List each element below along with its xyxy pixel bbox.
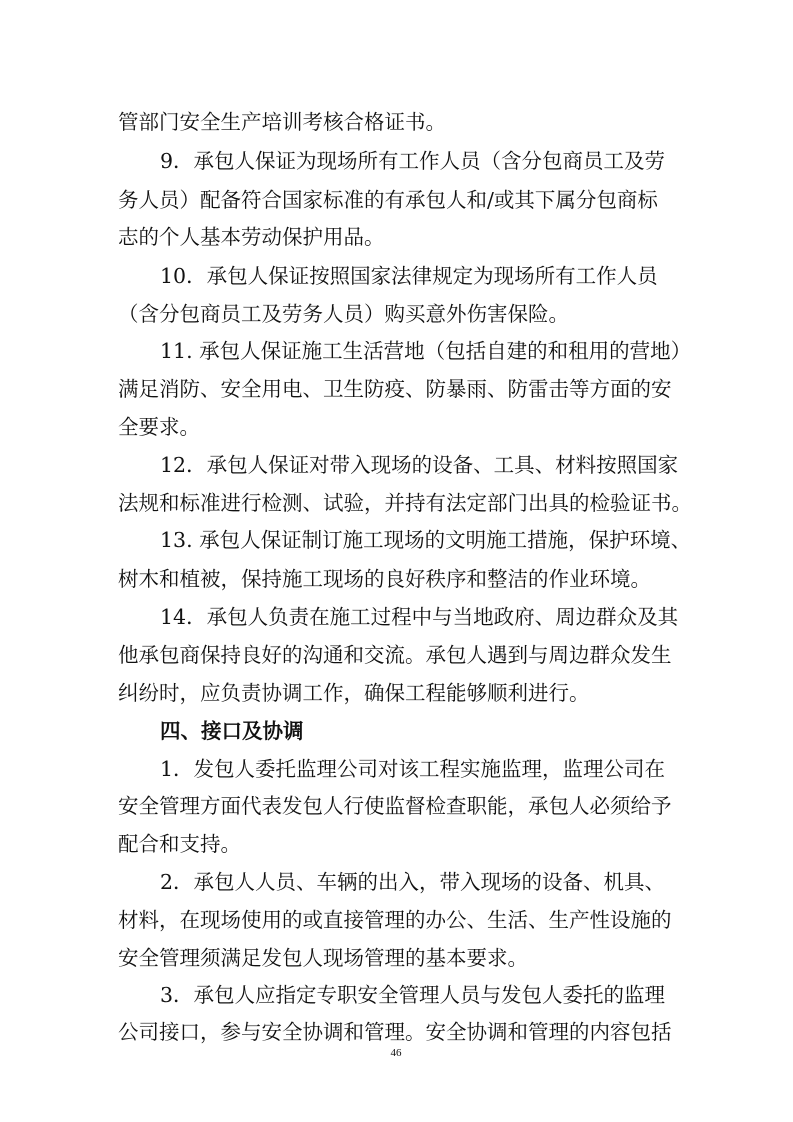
text-line: 全要求。 [118,415,200,439]
text-line: 纠纷时，应负责协调工作，确保工程能够顺利进行。 [118,681,590,705]
text-line: 树木和植被，保持施工现场的良好秩序和整洁的作业环境。 [118,567,651,591]
text-line: 他承包商保持良好的沟通和交流。承包人遇到与周边群众发生 [118,643,672,667]
page-number: 46 [390,1047,402,1059]
section-heading: 四、接口及协调 [160,719,304,743]
text-line: 2．承包人人员、车辆的出入，带入现场的设备、机具、 [160,870,666,894]
text-line: 11. 承包人保证施工生活营地（包括自建的和租用的营地） [160,339,692,363]
text-line: 务人员）配备符合国家标准的有承包人和/或其下属分包商标 [118,188,658,212]
text-line: 志的个人基本劳动保护用品。 [118,225,385,249]
text-line: 安全管理须满足发包人现场管理的基本要求。 [118,946,528,970]
text-line: 管部门安全生产培训考核合格证书。 [118,110,446,134]
text-line: 1．发包人委托监理公司对该工程实施监理，监理公司在 [160,757,666,781]
text-line: 安全管理方面代表发包人行使监督检查职能，承包人必须给予 [118,794,672,818]
text-line: 3．承包人应指定专职安全管理人员与发包人委托的监理 [160,983,666,1007]
text-line: 法规和标准进行检测、试验，并持有法定部门出具的检验证书。 [118,491,692,515]
text-line: 材料，在现场使用的或直接管理的办公、生活、生产性设施的 [118,908,672,932]
text-line: 13. 承包人保证制订施工现场的文明施工措施，保护环境、 [160,528,692,552]
text-line: 公司接口，参与安全协调和管理。安全协调和管理的内容包括 [118,1020,672,1044]
text-line: （含分包商员工及劳务人员）购买意外伤害保险。 [118,302,569,326]
text-line: 9．承包人保证为现场所有工作人员（含分包商员工及劳 [160,149,666,173]
text-line: 10．承包人保证按照国家法律规定为现场所有工作人员 [160,264,658,288]
text-line: 12．承包人保证对带入现场的设备、工具、材料按照国家 [160,453,679,477]
text-line: 14．承包人负责在施工过程中与当地政府、周边群众及其 [160,605,679,629]
text-line: 满足消防、安全用电、卫生防疫、防暴雨、防雷击等方面的安 [118,377,672,401]
text-line: 配合和支持。 [118,832,241,856]
